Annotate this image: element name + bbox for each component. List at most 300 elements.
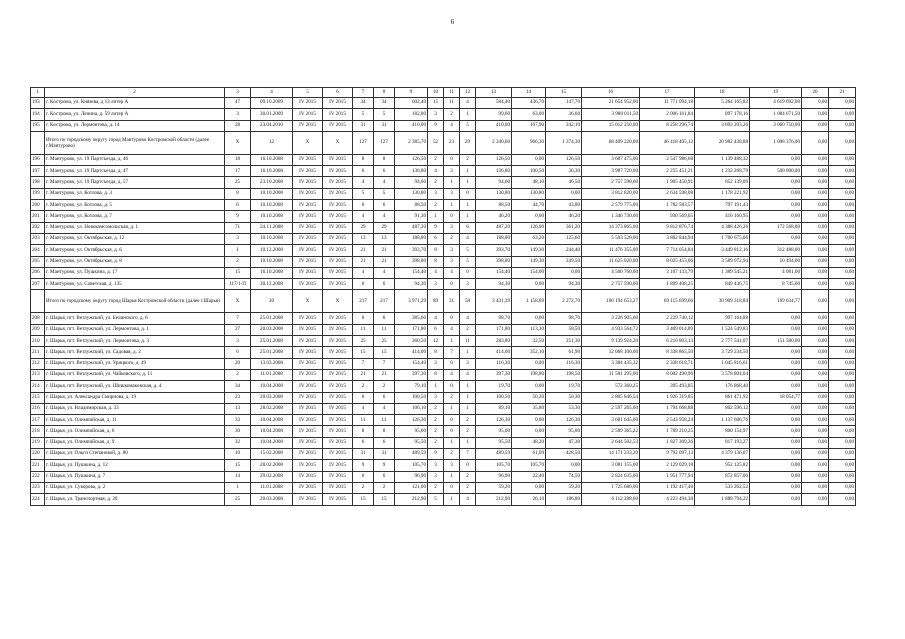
table-cell: 15 (353, 494, 374, 505)
table-cell: 15 (374, 347, 395, 358)
table-cell: 4 (460, 369, 476, 380)
table-cell: 210 (31, 336, 45, 347)
table-cell: 2 (444, 449, 460, 460)
address-cell: г. Кострома, ул. Лермонтова, д. 14 (45, 120, 225, 131)
table-cell: 1 178 221,92 (695, 188, 750, 199)
table-cell: 2 (444, 233, 460, 244)
table-row (31, 267, 856, 278)
table-cell: 6 (353, 437, 374, 448)
table-cell: 489,59 (476, 449, 512, 460)
table-cell: 428,50 (546, 449, 582, 460)
table-cell: 3 107 133,79 (640, 267, 695, 278)
table-cell: 98,70 (546, 313, 582, 324)
table-cell: 2 777 541,07 (695, 336, 750, 347)
table-cell: 11.01.2008 (251, 482, 293, 493)
table-row (31, 381, 856, 392)
table-cell: 223 (31, 482, 45, 493)
table-cell: 209 (31, 324, 45, 335)
table-cell: 50,30 (546, 392, 582, 403)
table-cell: 8 (428, 256, 444, 267)
table-cell: 4 500 760,00 (582, 267, 640, 278)
table-cell: 25.01.2008 (251, 347, 293, 358)
table-cell: 3 081 155,00 (582, 460, 640, 471)
table-cell: 36,60 (546, 109, 582, 120)
table-cell: 397,30 (476, 369, 512, 380)
table-cell: 2 385,70 (395, 131, 428, 154)
table-cell: 0,00 (829, 437, 856, 448)
table-cell: 1 (460, 200, 476, 211)
table-cell: 20 982 438,88 (695, 131, 750, 154)
table-cell: 2 (460, 471, 476, 482)
table-cell: 0,00 (546, 267, 582, 278)
table-cell: 106,10 (395, 403, 428, 414)
table-cell: IV 2015 (323, 449, 353, 460)
table-cell: 30 909 318,84 (695, 290, 750, 313)
table-cell: IV 2015 (293, 460, 323, 471)
column-number: 8 (374, 88, 395, 98)
table-cell: 95,00 (546, 426, 582, 437)
table-cell: 0,00 (512, 415, 546, 426)
table-cell: 47,30 (546, 437, 582, 448)
table-cell: 3 812 820,00 (582, 188, 640, 199)
table-cell: 127 (374, 131, 395, 154)
table-cell: 3 449 812,16 (695, 245, 750, 256)
table-cell: 1 139 488,32 (695, 154, 750, 165)
address-cell: г. Мантурово, ул. Котлова, д. 7 (45, 211, 225, 222)
table-cell: IV 2015 (293, 358, 323, 369)
table-cell: 9 792 097,13 (640, 449, 695, 460)
table-cell: IV 2015 (293, 109, 323, 120)
table-row (31, 109, 856, 120)
table-cell: 6 112 288,60 (582, 494, 640, 505)
table-cell: 3 693 203,26 (695, 120, 750, 131)
table-row (31, 336, 856, 347)
table-cell: 26,10 (512, 494, 546, 505)
table-row (31, 358, 856, 369)
table-cell: 393,70 (476, 245, 512, 256)
table-cell: 0,00 (750, 358, 802, 369)
table-cell: 9 139 924,20 (582, 336, 640, 347)
table-cell: 13 (374, 233, 395, 244)
table-cell: 28 (225, 120, 251, 131)
table-cell: IV 2015 (323, 358, 353, 369)
table-cell: 3 (460, 358, 476, 369)
table-cell: 207 (31, 279, 45, 290)
table-cell: 1 137 686,76 (695, 415, 750, 426)
table-cell: 4 081,00 (750, 267, 802, 278)
table-cell: 1 827 309,26 (640, 437, 695, 448)
table-row (31, 245, 856, 256)
table-cell: 1 (460, 211, 476, 222)
table-cell: 52 (428, 131, 444, 154)
table-cell: 0,00 (750, 188, 802, 199)
table-cell: 8 (374, 154, 395, 165)
table-cell: 0,00 (829, 392, 856, 403)
column-number: 2 (45, 88, 225, 98)
table-cell: 27 (225, 324, 251, 335)
table-cell: 25 (225, 177, 251, 188)
table-cell: 1 (460, 403, 476, 414)
table-cell: 18 (225, 154, 251, 165)
table-cell: 8 002 490,96 (640, 369, 695, 380)
address-cell: г. Шарья, пгт. Ветлужский, ул. Урицкого, д. 49 (45, 358, 225, 369)
table-row (31, 347, 856, 358)
table-cell: 6 (428, 233, 444, 244)
table-cell: 10.10.2008 (251, 233, 293, 244)
table-cell: 9 (374, 460, 395, 471)
table-cell: 6 (225, 347, 251, 358)
table-cell: IV 2015 (323, 98, 353, 109)
table-cell: 1 888 794,22 (695, 494, 750, 505)
table-cell: IV 2015 (293, 415, 323, 426)
table-cell: IV 2015 (323, 245, 353, 256)
table-cell: 6 (353, 313, 374, 324)
table-cell: 61,09 (512, 449, 546, 460)
table-cell: 47 (225, 98, 251, 109)
table-cell: IV 2015 (323, 347, 353, 358)
column-number: 7 (353, 88, 374, 98)
table-cell: 6 (428, 324, 444, 335)
table-cell: 218 (31, 426, 45, 437)
table-cell: 398,80 (476, 256, 512, 267)
table-cell: 8 (353, 426, 374, 437)
address-cell: г. Шарья, пгт. Ветлужский, ул. Шишкомаковская, д. 4 (45, 381, 225, 392)
address-cell: г. Мантурово, ул. Октябрьская, д. 8 (45, 256, 225, 267)
table-cell: 0,00 (512, 313, 546, 324)
table-cell: 0,00 (829, 460, 856, 471)
table-cell: 9 (428, 449, 444, 460)
table-cell: 25 (353, 336, 374, 347)
table-cell: 0 (444, 358, 460, 369)
table-cell: 8 745,00 (750, 279, 802, 290)
table-cell: 12 (251, 131, 293, 154)
table-cell: 9 (225, 211, 251, 222)
table-cell: 1 899 408,25 (640, 279, 695, 290)
table-cell: 0,00 (750, 324, 802, 335)
table-row (31, 200, 856, 211)
table-cell: 4 619 692,00 (750, 98, 802, 109)
table-cell: 0,00 (750, 415, 802, 426)
table-cell: 0,00 (750, 200, 802, 211)
table-cell: 0,00 (802, 449, 829, 460)
table-cell: 397,30 (395, 369, 428, 380)
table-cell: 0,00 (829, 403, 856, 414)
table-cell: 0,00 (802, 403, 829, 414)
table-cell: 1 524 549,83 (695, 324, 750, 335)
table-cell: 0,00 (829, 313, 856, 324)
table-cell: 410,00 (395, 120, 428, 131)
table-cell: 2 579 775,00 (582, 200, 640, 211)
table-cell: 96,90 (395, 471, 428, 482)
table-cell: 360,50 (395, 336, 428, 347)
table-cell: 3 988 011,50 (582, 109, 640, 120)
table-cell: 2 (225, 369, 251, 380)
table-cell: 4 (444, 324, 460, 335)
address-cell: г. Шарья, пгт. Ветлужский, ул. Лермонтова, д. 3 (45, 336, 225, 347)
table-cell: 7 (353, 358, 374, 369)
table-cell: 29 (353, 222, 374, 233)
table-cell: 2 006 161,84 (640, 109, 695, 120)
column-number: 4 (251, 88, 293, 98)
table-cell: 4 (374, 177, 395, 188)
address-cell: г. Шарья, ул. Олимпийская, д. 6 (45, 426, 225, 437)
table-cell: 4 (374, 403, 395, 414)
table-cell: 0,00 (829, 233, 856, 244)
table-cell: 3 (225, 336, 251, 347)
table-cell: 0,00 (829, 188, 856, 199)
table-cell: 2 805 846,54 (582, 392, 640, 403)
table-cell: 23 (444, 131, 460, 154)
table-cell: 0,00 (802, 267, 829, 278)
table-cell: 121,00 (395, 482, 428, 493)
table-cell: IV 2015 (323, 256, 353, 267)
table-cell: 6 (353, 200, 374, 211)
table-cell: 0,00 (802, 154, 829, 165)
table-cell: 1 158,69 (512, 290, 546, 313)
table-cell: 410,00 (476, 120, 512, 131)
table-cell: 2 (428, 177, 444, 188)
table-cell: 0,00 (829, 494, 856, 505)
table-cell: IV 2015 (293, 482, 323, 493)
column-number: 18 (695, 88, 750, 98)
table-cell: 2 (353, 381, 374, 392)
table-cell: 3 384 435,32 (582, 358, 640, 369)
table-cell: 74,50 (546, 471, 582, 482)
table-cell: 11 581 295,00 (582, 369, 640, 380)
table-cell: 0,00 (829, 211, 856, 222)
table-cell: 7 (374, 358, 395, 369)
table-cell: 20.03.2008 (251, 392, 293, 403)
table-cell: 8 338 865,50 (640, 347, 695, 358)
table-cell: 2 824 635,00 (582, 471, 640, 482)
table-cell: 4 (460, 98, 476, 109)
table-cell: 3 971,29 (395, 290, 428, 313)
table-cell: 4 933 564,72 (582, 324, 640, 335)
table-cell: 28.02.2008 (251, 403, 293, 414)
table-cell: 9 812 870,74 (640, 222, 695, 233)
table-cell: 0,00 (750, 426, 802, 437)
table-cell: 203 (31, 233, 45, 244)
table-cell: 09.10.2009 (251, 98, 293, 109)
table-cell: 11 625 020,00 (582, 256, 640, 267)
table-cell: X (323, 131, 353, 154)
table-cell: 3 (444, 245, 460, 256)
table-cell: 4 (444, 369, 460, 380)
table-cell: 0,00 (512, 154, 546, 165)
table-cell: 3 (428, 471, 444, 482)
table-cell: 385,60 (395, 313, 428, 324)
column-number: 14 (512, 88, 546, 98)
address-cell: г. Шарья, ул. Александра Смирнова, д. 19 (45, 392, 225, 403)
table-cell: 176 868,40 (695, 381, 750, 392)
table-cell: 4 (460, 313, 476, 324)
table-cell: 89,10 (476, 403, 512, 414)
table-cell: IV 2015 (323, 381, 353, 392)
table-cell: 58 (460, 290, 476, 313)
table-cell: 5 (374, 109, 395, 120)
table-cell: 9 (353, 460, 374, 471)
table-cell: 15 (225, 460, 251, 471)
table-cell: 222 (31, 471, 45, 482)
table-cell: 98,70 (476, 313, 512, 324)
table-cell: 3 578 804,04 (695, 369, 750, 380)
table-cell: 6 (460, 222, 476, 233)
table-cell: 0,00 (802, 120, 829, 131)
table-cell: 572 360,25 (582, 381, 640, 392)
table-cell: 212,90 (395, 494, 428, 505)
table-cell: 48,10 (512, 177, 546, 188)
table-cell: 0 (460, 267, 476, 278)
address-cell: г. Мантурово, ул. Котлова, д. 5 (45, 200, 225, 211)
table-cell: 0,00 (750, 460, 802, 471)
table-cell: 34 (225, 381, 251, 392)
table-cell: 8 258 296,74 (640, 120, 695, 131)
address-cell: г. Шарья, пгт. Ветлужский, ул. Садовая, д. 2 (45, 347, 225, 358)
table-cell: 16.10.2008 (251, 166, 293, 177)
table-cell: IV 2015 (323, 369, 353, 380)
table-cell: 8 (374, 426, 395, 437)
table-cell: 2 (460, 415, 476, 426)
table-cell: 188,80 (476, 233, 512, 244)
table-cell: 1 794 668,88 (640, 403, 695, 414)
table-cell: 99,60 (476, 109, 512, 120)
table-cell: 4 379 136,07 (695, 449, 750, 460)
table-cell: 149,30 (512, 245, 546, 256)
table-cell: 31 (353, 120, 374, 131)
table-cell: 1 045 816,61 (695, 358, 750, 369)
table-cell: 1 926 319,85 (640, 392, 695, 403)
table-cell: 6 (374, 166, 395, 177)
table-cell: 53,30 (546, 403, 582, 414)
table-cell: 6 (353, 392, 374, 403)
table-row (31, 369, 856, 380)
table-cell: 15 (225, 267, 251, 278)
table-cell: 23 (225, 392, 251, 403)
table-cell: 0,00 (829, 177, 856, 188)
table-cell: 997 164,88 (695, 313, 750, 324)
table-cell: 2 547 986,68 (640, 154, 695, 165)
address-cell: г. Мантурово, ул. Новокомсомольская, д. 1 (45, 222, 225, 233)
table-cell: 3 (444, 222, 460, 233)
table-cell: IV 2015 (323, 324, 353, 335)
table-cell: 116,30 (546, 358, 582, 369)
table-cell: IV 2015 (323, 494, 353, 505)
table-cell: 0,00 (802, 188, 829, 199)
table-cell: 10.10.2008 (251, 200, 293, 211)
table-cell: 15.02.2008 (251, 449, 293, 460)
table-cell: 0,00 (829, 290, 856, 313)
table-cell: IV 2015 (293, 347, 323, 358)
table-cell: 1 192 417,48 (640, 482, 695, 493)
table-cell: 8 (428, 369, 444, 380)
table-cell: 6 (353, 166, 374, 177)
table-cell: 0,00 (750, 482, 802, 493)
table-cell: 283,80 (476, 336, 512, 347)
table-cell: 29 (460, 131, 476, 154)
table-cell: 0,00 (750, 494, 802, 505)
table-cell: 2 543 958,24 (640, 415, 695, 426)
table-cell: 95,50 (395, 437, 428, 448)
table-cell: IV 2015 (323, 233, 353, 244)
table-cell: 63,20 (512, 233, 546, 244)
table-cell: 0,00 (829, 415, 856, 426)
table-cell (31, 290, 45, 313)
table-cell: 0,00 (802, 392, 829, 403)
address-cell: г. Шарья, пгт. Ветлужский, ул. Чайковского, д. 11 (45, 369, 225, 380)
table-cell: 0,00 (802, 109, 829, 120)
table-row (31, 279, 856, 290)
column-number: 13 (476, 88, 512, 98)
table-cell: 4 (353, 403, 374, 414)
table-cell: IV 2015 (323, 211, 353, 222)
table-cell: 1 (460, 381, 476, 392)
table-row (31, 256, 856, 267)
table-cell: 68 409 220,00 (582, 131, 640, 154)
table-cell: IV 2015 (293, 369, 323, 380)
table-cell: 6 (353, 279, 374, 290)
table-cell: 130,80 (476, 188, 512, 199)
table-cell: 0,00 (802, 471, 829, 482)
column-number: 3 (225, 88, 251, 98)
table-cell: 94,60 (395, 177, 428, 188)
table-cell: 0,00 (750, 177, 802, 188)
address-cell: г. Шарья, ул. Владимирская, д. 33 (45, 403, 225, 414)
table-cell: 0,00 (802, 358, 829, 369)
table-cell: 20 (251, 290, 293, 313)
table-cell: 0,00 (829, 98, 856, 109)
table-cell: 172 568,00 (750, 222, 802, 233)
table-cell: 1 (225, 245, 251, 256)
table-cell: 21 654 952,00 (582, 98, 640, 109)
table-cell: 21 (374, 256, 395, 267)
table-cell: 15 (428, 98, 444, 109)
table-cell: 130,80 (395, 188, 428, 199)
table-cell: 3 (225, 109, 251, 120)
table-cell (31, 131, 45, 154)
table-cell: 533 262,52 (695, 482, 750, 493)
table-cell: IV 2015 (323, 403, 353, 414)
table-cell: 95,00 (476, 426, 512, 437)
table-cell: 361,20 (546, 222, 582, 233)
table-cell: 95,50 (476, 437, 512, 448)
table-cell: IV 2015 (293, 267, 323, 278)
table-cell: 1 951 777,94 (640, 471, 695, 482)
table-cell: IV 2015 (323, 313, 353, 324)
table-cell: IV 2015 (293, 437, 323, 448)
table-cell: IV 2015 (293, 245, 323, 256)
table-cell: 11 (444, 98, 460, 109)
table-cell: 22,40 (512, 471, 546, 482)
table-cell: 3 431,39 (476, 290, 512, 313)
table-cell: 59,20 (546, 482, 582, 493)
table-cell: 0,00 (829, 369, 856, 380)
address-cell: г. Шарья, ул. Ольги Степановой, д. 80 (45, 449, 225, 460)
address-cell: г. Мантурово, ул. 19 Партсъезда, д. 47 (45, 166, 225, 177)
table-cell: 242,10 (546, 120, 582, 131)
table-row (31, 188, 856, 199)
address-cell: г. Шарья, ул. Транспортная, д. 20 (45, 494, 225, 505)
table-cell: 6 (374, 392, 395, 403)
table-cell: 7 714 054,84 (640, 245, 695, 256)
table-cell: 395 493,85 (640, 381, 695, 392)
table-cell: 817 193,27 (695, 437, 750, 448)
table-cell: 414,00 (476, 347, 512, 358)
table-cell: 3 (428, 392, 444, 403)
table-cell: 46,20 (546, 211, 582, 222)
table-cell: 59,20 (476, 482, 512, 493)
table-cell: 0,00 (829, 256, 856, 267)
table-cell: 11 771 094,18 (640, 98, 695, 109)
